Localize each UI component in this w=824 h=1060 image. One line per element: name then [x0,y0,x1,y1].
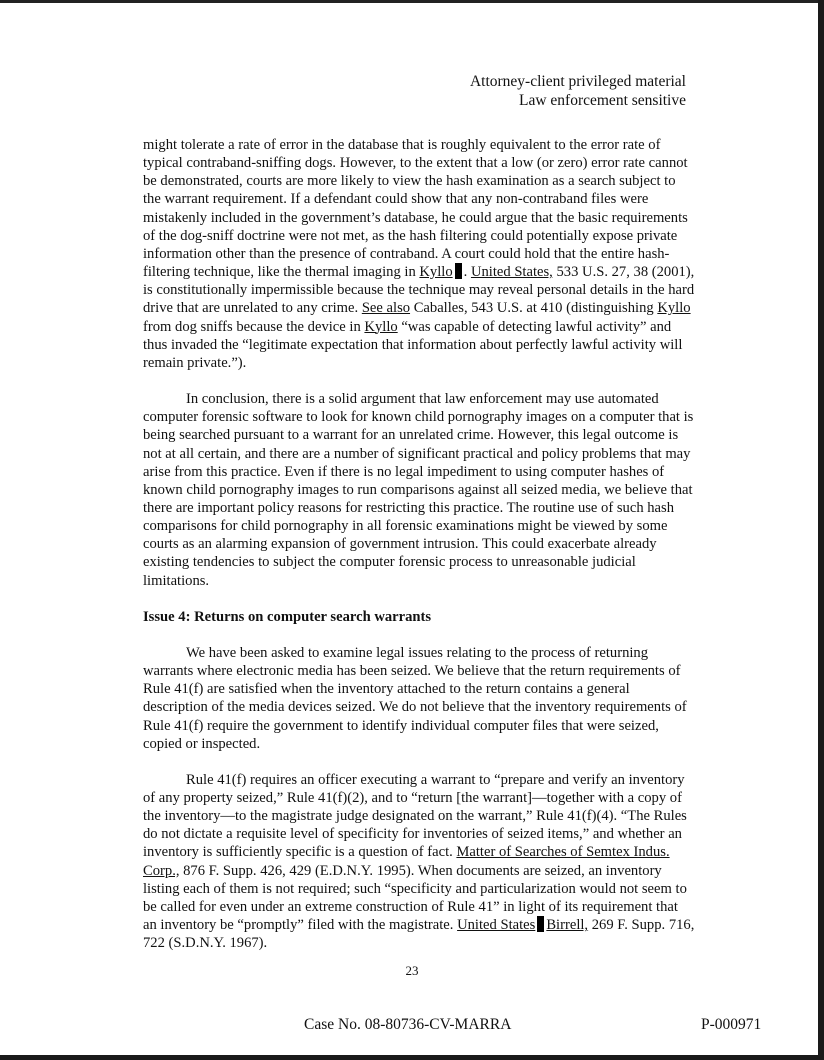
citation-see-also: See also [361,300,411,317]
p1-text-e: “was capable of detecting lawful activity” and thus invaded the “legitimate expectation that information about perfectly lawful activity will remain private.”). [143,318,683,371]
redaction-box [455,263,462,279]
paragraph-rule-41f [143,771,695,953]
paragraph-hash-error-rate [143,136,695,372]
scan-top-edge [0,0,824,3]
citation-semtex: Matter of Searches of Semtex Indus. Corp., [143,844,670,879]
page-number: 23 [405,963,419,978]
p4-text-c: 269 F. Supp. 716, 722 (S.D.N.Y. 1967). [143,917,695,952]
bates-number: P-000971 [701,1016,762,1033]
citation-birrell: Birrell, [546,917,589,934]
document-body [143,136,695,952]
p1-text-c: Caballes, 543 U.S. at 410 (distinguishing [410,300,658,317]
citation-kyllo: Kyllo [657,300,691,317]
p4-text-a: Rule 41(f) requires an officer executing a warrant to “prepare and verify an inventory of any property seized,” Rule 41(f)(2), and to “return [the warrant]—together with a copy of the inventory—to the magistrate judge designated on the warrant,” Rule 41(f)(4). “The Rules do not dictate a requisite level of specificity for inventories of seized items,” and whether an inventory is sufficiently specific is a question of fact. [143,771,687,861]
header-line-2: Law enforcement sensitive [519,92,686,109]
p1-text-a: might tolerate a rate of error in the database that is roughly equivalent to the error rate of typical contraband-sniffing dogs. However, to the extent that a low (or zero) error rate cannot be demonstrated, courts are more likely to view the hash examination as a search subject to the warrant requirement. If a defendant could show that any non-contraband files were mistakenly included in the government’s database, he could argue that the basic requirements of the dog-sniff doctrine were not met, as the hash filtering could potentially expose private information other than the presence of contraband. A court could hold that the entire hash-filtering technique, like the thermal imaging in [143,137,688,281]
paragraph-returns-intro: We have been asked to examine legal issues relating to the process of returning warrants where electronic media has been seized. We believe that the return requirements of Rule 41(f) are satisfied when the inventory attached to the return contains a general description of the media devices seized. We do not believe that the inventory requirements of Rule 41(f) require the government to identify individual computer files that were seized, copied or inspected. [143,644,687,752]
scan-bottom-edge [0,1055,824,1060]
section-heading: Issue 4: Returns on computer search warrants [143,608,432,625]
citation-kyllo: Kyllo [364,318,398,335]
scan-right-edge [818,0,824,1060]
redaction-box [537,916,544,932]
p4-text-b: 876 F. Supp. 426, 429 (E.D.N.Y. 1995). When documents are seized, an inventory listing each of them is not required; such “specificity and particularization would not seem to be called for even under an extreme construction of Rule 41” in light of its requirement that an inventory be “promptly” filed with the magistrate. [143,862,687,934]
citation-kyllo: Kyllo [419,264,453,281]
citation-united-states: United States, [470,264,553,281]
header-line-1: Attorney-client privileged material [469,73,686,90]
citation-united-states-birrell: United States [457,917,536,934]
case-number: Case No. 08-80736-CV-MARRA [304,1016,512,1033]
p1-text-b: 533 U.S. 27, 38 (2001), is constitutionally impermissible because the technique may reveal personal details in the hard drive that are unrelated to any crime. [143,264,695,317]
privilege-header [326,72,686,110]
p1-text-d: from dog sniffs because the device in [143,318,365,335]
p1-dot: . [463,264,468,281]
paragraph-conclusion: In conclusion, there is a solid argument that law enforcement may use automated computer forensic software to look for known child pornography images on a computer that is being searched pursuant to a warrant for an unrelated crime. However, this legal outcome is not at all certain, and there are a number of significant practical and policy problems that may arise from this practice. Even if there is no legal impediment to using computer hashes of known child pornography images to run comparisons against all seized media, we believe that there are important policy reasons for restricting this practice. The routine use of such hash comparisons for child pornography in all forensic examinations might be viewed by some courts as an alarming expansion of government intrusion. This could exacerbate already existing tendencies to subject the computer forensic process to unreasonable judicial limitations. [143,391,694,589]
